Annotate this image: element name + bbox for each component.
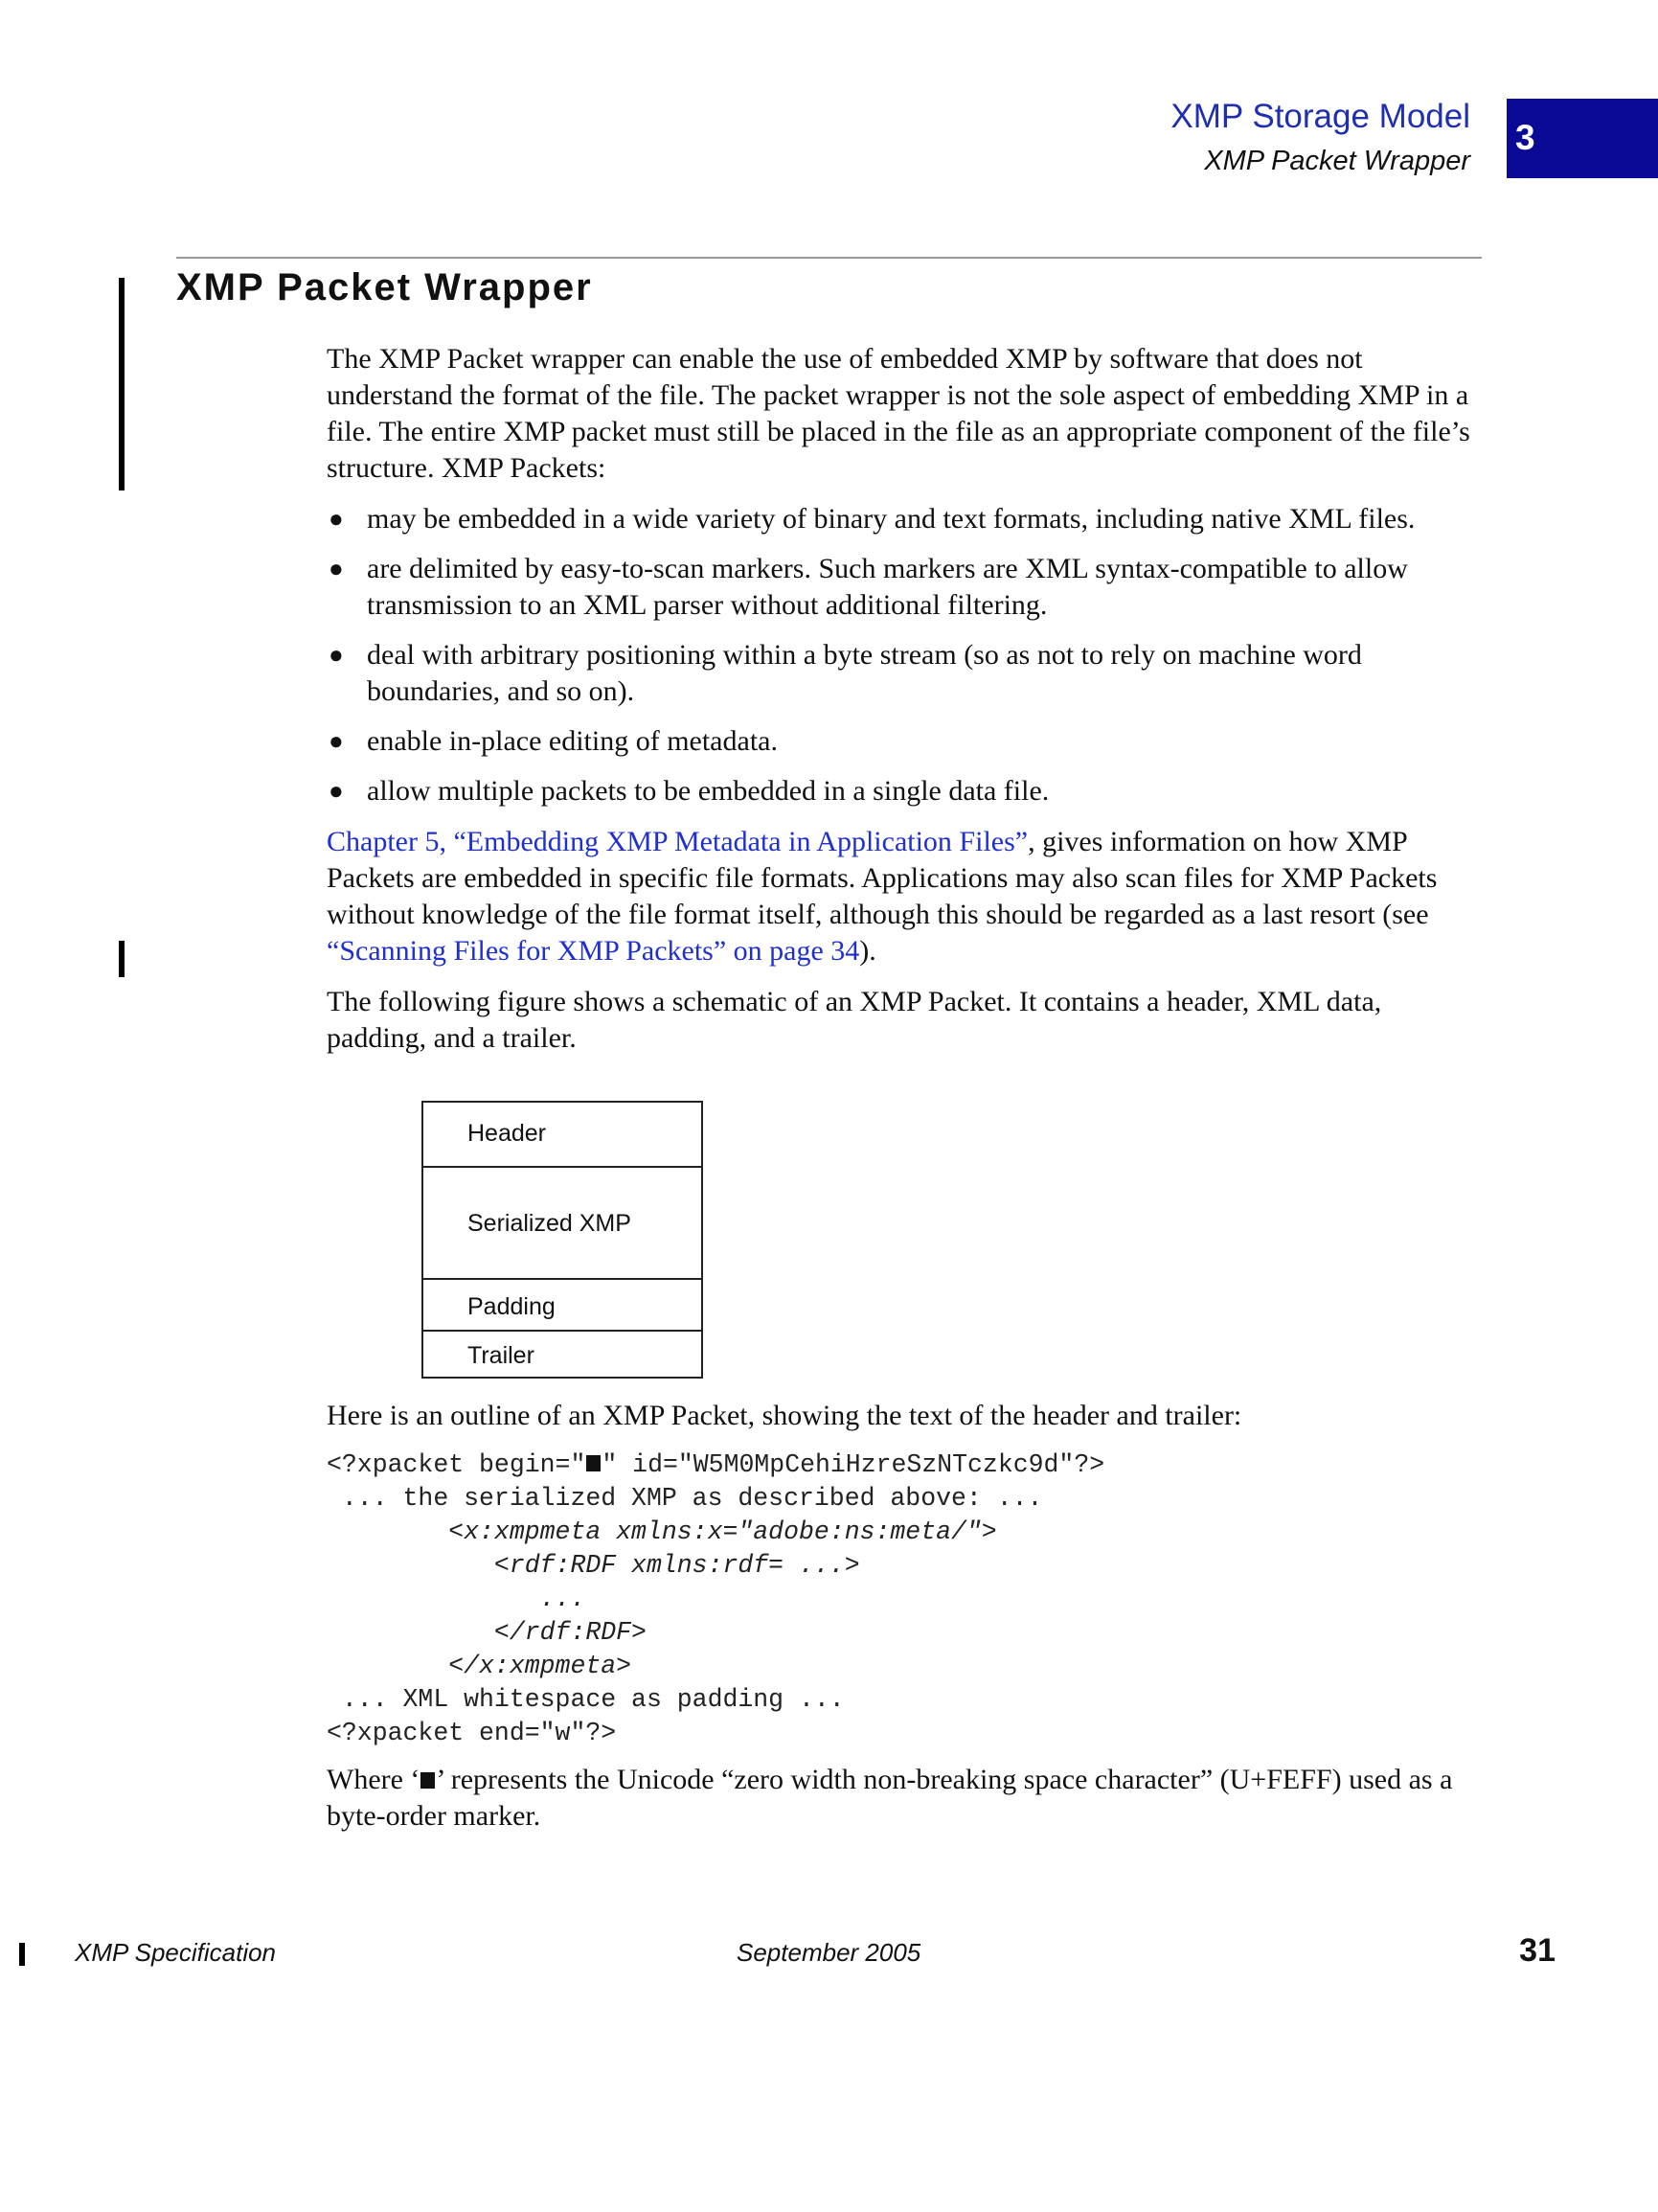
feature-list	[327, 501, 1486, 810]
code-line: </x:xmpmeta>	[327, 1652, 632, 1680]
bullet-icon: ●	[329, 641, 344, 669]
xmp-packet-schematic	[421, 1101, 703, 1379]
paragraph-text: ).	[859, 935, 876, 967]
change-bar-para	[119, 941, 125, 977]
list-item	[327, 501, 1486, 537]
schematic-trailer-cell: Trailer	[467, 1342, 534, 1369]
footer-document-title: XMP Specification	[75, 1938, 277, 1967]
bullet-icon: ●	[329, 777, 344, 805]
list-item-text: are delimited by easy-to-scan markers. Such markers are XML syntax-compatible to allow transmission to an XML parser without additional filtering.	[367, 553, 1408, 621]
bullet-icon: ●	[329, 727, 344, 755]
figure-intro-paragraph: The following figure shows a schematic of an XMP Packet. It contains a header, XML data, padding, and a trailer.	[327, 986, 1382, 1054]
intro-paragraph: The XMP Packet wrapper can enable the use of embedded XMP by software that does not understand the format of the file. The packet wrapper is not the sole aspect of embedding XMP in a file. The entire XMP packet must still be placed in the file as an appropriate component of the file’s structure. XMP Packets:	[327, 343, 1470, 484]
schematic-serialized-cell: Serialized XMP	[423, 1168, 701, 1280]
chapter-5-link[interactable]: Chapter 5, “Embedding XMP Metadata in Application Files”	[327, 826, 1029, 857]
change-bar-intro	[119, 278, 125, 490]
code-line: <rdf:RDF xmlns:rdf= ...>	[327, 1551, 860, 1580]
list-item-text: allow multiple packets to be embedded in a single data file.	[367, 775, 1050, 807]
section-title: XMP Packet Wrapper	[176, 266, 593, 308]
code-text: " id="W5M0MpCehiHzreSzNTczkc9d"?>	[602, 1450, 1105, 1479]
byte-order-mark-icon	[420, 1772, 435, 1789]
paragraph-text: ’ represents the Unicode “zero width non-breaking space character” (U+FEFF) used as a byte-order marker.	[327, 1764, 1453, 1832]
footer-date: September 2005	[737, 1938, 921, 1967]
code-listing	[327, 1448, 1486, 1750]
list-item	[327, 551, 1486, 624]
code-text: <?xpacket begin="	[327, 1450, 586, 1479]
chapter-number-tab: 3	[1507, 99, 1658, 178]
byte-order-mark-icon	[586, 1455, 601, 1471]
running-header-section-subtitle: XMP Packet Wrapper	[1204, 146, 1470, 176]
scanning-files-link[interactable]: “Scanning Files for XMP Packets” on page 34	[327, 935, 860, 967]
bullet-icon: ●	[329, 555, 344, 582]
list-item	[327, 773, 1486, 810]
code-line: </rdf:RDF>	[327, 1618, 647, 1647]
page-number: 31	[1519, 1932, 1556, 1969]
code-line: <x:xmpmeta xmlns:x="adobe:ns:meta/">	[327, 1517, 997, 1546]
list-item	[327, 637, 1486, 710]
list-item	[327, 723, 1486, 760]
body-content	[327, 341, 1486, 1849]
list-item-text: deal with arbitrary positioning within a byte stream (so as not to rely on machine word boundaries, and so on).	[367, 639, 1362, 707]
code-line: <?xpacket end="w"?>	[327, 1719, 617, 1747]
paragraph-text: Where ‘	[327, 1764, 420, 1795]
header-divider	[176, 257, 1482, 259]
list-item-text: enable in-place editing of metadata.	[367, 725, 778, 757]
schematic-padding-cell: Padding	[423, 1280, 701, 1332]
running-header-chapter-title: XMP Storage Model	[1170, 98, 1470, 135]
change-bar-footer	[19, 1943, 25, 1966]
schematic-header-cell: Header	[423, 1103, 701, 1168]
bom-explanation-paragraph	[327, 1762, 1486, 1835]
code-line: ... the serialized XMP as described above: ...	[327, 1484, 1043, 1513]
code-line	[327, 1448, 1486, 1482]
chapter-reference-paragraph	[327, 824, 1486, 969]
list-item-text: may be embedded in a wide variety of binary and text formats, including native XML files.	[367, 503, 1416, 535]
code-line: ... XML whitespace as padding ...	[327, 1685, 845, 1714]
outline-intro-paragraph: Here is an outline of an XMP Packet, showing the text of the header and trailer:	[327, 1400, 1242, 1431]
bullet-icon: ●	[329, 505, 344, 533]
code-line: ...	[327, 1585, 586, 1613]
paragraph-text: , gives information on how XMP Packets are embedded in specific file formats. Applications may also scan files for XMP Packets without knowledge of the file format itself, although this should be regarded as a last resort (see	[327, 826, 1438, 930]
